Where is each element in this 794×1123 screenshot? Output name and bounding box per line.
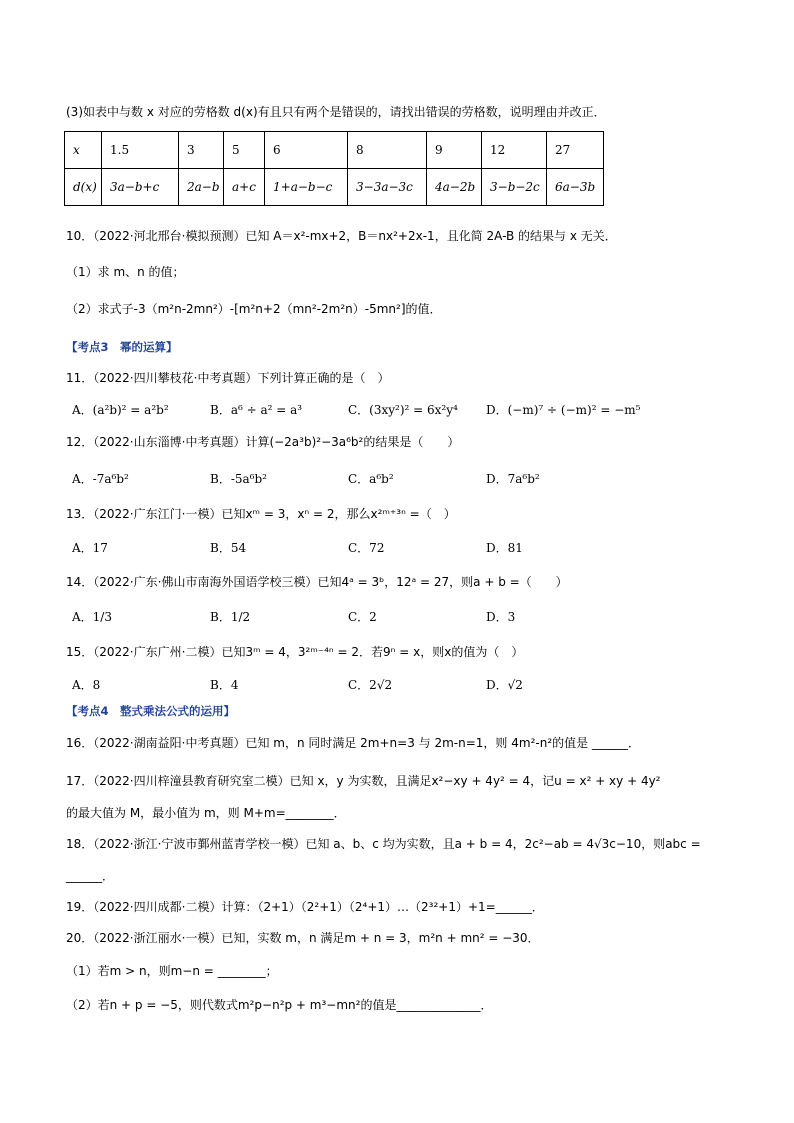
table-cell: 2a−b bbox=[179, 169, 224, 206]
question-14-stem: 14．（2022·广东·佛山市南海外国语学校三模）已知4ᵃ = 3ᵇ，12ᵃ = 27，则a + b =（ ） bbox=[66, 575, 568, 589]
question-11-stem: 11．（2022·四川攀枝花·中考真题）下列计算正确的是（ ） bbox=[66, 371, 390, 385]
table-cell: 1.5 bbox=[102, 132, 179, 169]
table-row bbox=[65, 132, 604, 169]
table-cell: 3−3a−3c bbox=[348, 169, 427, 206]
section-heading-4: 【考点4 整式乘法公式的运用】 bbox=[66, 704, 235, 718]
table-cell: x bbox=[65, 132, 102, 169]
question-11-option-d: D．(−m)⁷ ÷ (−m)² = −m⁵ bbox=[486, 403, 641, 417]
question-17-line-1: 17．（2022·四川梓潼县教育研究室二模）已知 x，y 为实数，且满足x²−xy + 4y² = 4，记u = x² + xy + 4y² bbox=[66, 774, 661, 788]
question-15-stem: 15．（2022·广东广州·二模）已知3ᵐ = 4，3²ᵐ⁻⁴ⁿ = 2．若9ⁿ = x，则x的值为（ ） bbox=[66, 645, 524, 659]
question-12-option-a: A．-7a⁶b² bbox=[72, 472, 129, 486]
question-15-option-b: B．4 bbox=[210, 678, 239, 692]
question-9-part-3 bbox=[66, 104, 606, 120]
question-18-line-1: 18．（2022·浙江·宁波市鄞州蓝青学校一模）已知 a、b、c 均为实数，且a + b = 4，2c²−ab = 4√3c−10，则abc = bbox=[66, 837, 701, 851]
question-12-option-d: D．7a⁶b² bbox=[486, 472, 540, 486]
table-cell: 6a−3b bbox=[547, 169, 604, 206]
question-15-option-d: D．√2 bbox=[486, 678, 523, 692]
question-20-part-1: （1）若m > n，则m−n = ________； bbox=[66, 964, 278, 978]
table-cell: 6 bbox=[265, 132, 348, 169]
table-cell: 9 bbox=[427, 132, 482, 169]
table-cell: 3 bbox=[179, 132, 224, 169]
question-12-option-c: C．a⁶b² bbox=[348, 472, 394, 486]
section-heading-3: 【考点3 幂的运算】 bbox=[66, 340, 178, 354]
table-cell: 1+a−b−c bbox=[265, 169, 348, 206]
table-cell: a+c bbox=[224, 169, 265, 206]
question-16: 16．（2022·湖南益阳·中考真题）已知 m，n 同时满足 2m+n=3 与 2m-n=1，则 4m²-n²的值是 ______． bbox=[66, 736, 640, 750]
question-14-option-c: C．2 bbox=[348, 610, 377, 624]
question-14-option-d: D．3 bbox=[486, 610, 516, 624]
question-13-option-b: B．54 bbox=[210, 541, 247, 555]
table-cell: 5 bbox=[224, 132, 265, 169]
question-11-option-b: B．a⁶ ÷ a² = a³ bbox=[210, 403, 303, 417]
part3-text: (3)如表中与数 x 对应的劳格数 d(x)有且只有两个是错误的，请找出错误的劳格数，说明理由并改正． bbox=[66, 105, 606, 119]
question-13-stem: 13．（2022·广东江门·一模）已知xᵐ = 3，xⁿ = 2，那么x²ᵐ⁺³ⁿ =（ ） bbox=[66, 507, 456, 521]
table-cell: 8 bbox=[348, 132, 427, 169]
question-13-option-a: A．17 bbox=[72, 541, 108, 555]
question-12-stem: 12．（2022·山东淄博·中考真题）计算(−2a³b)²−3a⁶b²的结果是（ ） bbox=[66, 435, 460, 449]
table-cell: 4a−2b bbox=[427, 169, 482, 206]
question-20-part-2: （2）若n + p = −5，则代数式m²p−n²p + m³−mn²的值是______________． bbox=[66, 998, 493, 1012]
question-14-option-b: B．1/2 bbox=[210, 610, 251, 624]
table-cell: 12 bbox=[482, 132, 547, 169]
table-cell: d(x) bbox=[65, 169, 102, 206]
question-14-option-a: A．1/3 bbox=[72, 610, 112, 624]
question-13-option-d: D．81 bbox=[486, 541, 523, 555]
question-12-option-b: B．-5a⁶b² bbox=[210, 472, 267, 486]
question-17-line-2: 的最大值为 M，最小值为 m，则 M+m=________． bbox=[66, 806, 346, 820]
table-row bbox=[65, 169, 604, 206]
table-cell: 3a−b+c bbox=[102, 169, 179, 206]
question-10-part-2: （2）求式子-3（m²n-2mn²）-[m²n+2（mn²-2m²n）-5mn²]的值． bbox=[66, 302, 442, 316]
table-cell: 3−b−2c bbox=[482, 169, 547, 206]
question-13-option-c: C．72 bbox=[348, 541, 385, 555]
question-10-part-1: （1）求 m、n 的值； bbox=[66, 265, 185, 279]
question-11-option-c: C．(3xy²)² = 6x²y⁴ bbox=[348, 403, 458, 417]
question-15-option-a: A．8 bbox=[72, 678, 101, 692]
question-11-option-a: A．(a²b)² = a²b² bbox=[72, 403, 169, 417]
question-19: 19．（2022·四川成都·二模）计算：（2+1）（2²+1）（2⁴+1）…（2³²+1）+1=______． bbox=[66, 900, 544, 914]
question-10-stem: 10．（2022·河北邢台·模拟预测）已知 A＝x²-mx+2，B＝nx²+2x-1，且化简 2A-B 的结果与 x 无关． bbox=[66, 229, 617, 243]
lao-ge-table bbox=[64, 131, 604, 206]
question-18-line-2: ______． bbox=[66, 869, 115, 883]
table-cell: 27 bbox=[547, 132, 604, 169]
question-15-option-c: C．2√2 bbox=[348, 678, 393, 692]
question-20-stem: 20．（2022·浙江丽水·一模）已知，实数 m，n 满足m + n = 3，m²n + mn² = −30． bbox=[66, 931, 540, 945]
